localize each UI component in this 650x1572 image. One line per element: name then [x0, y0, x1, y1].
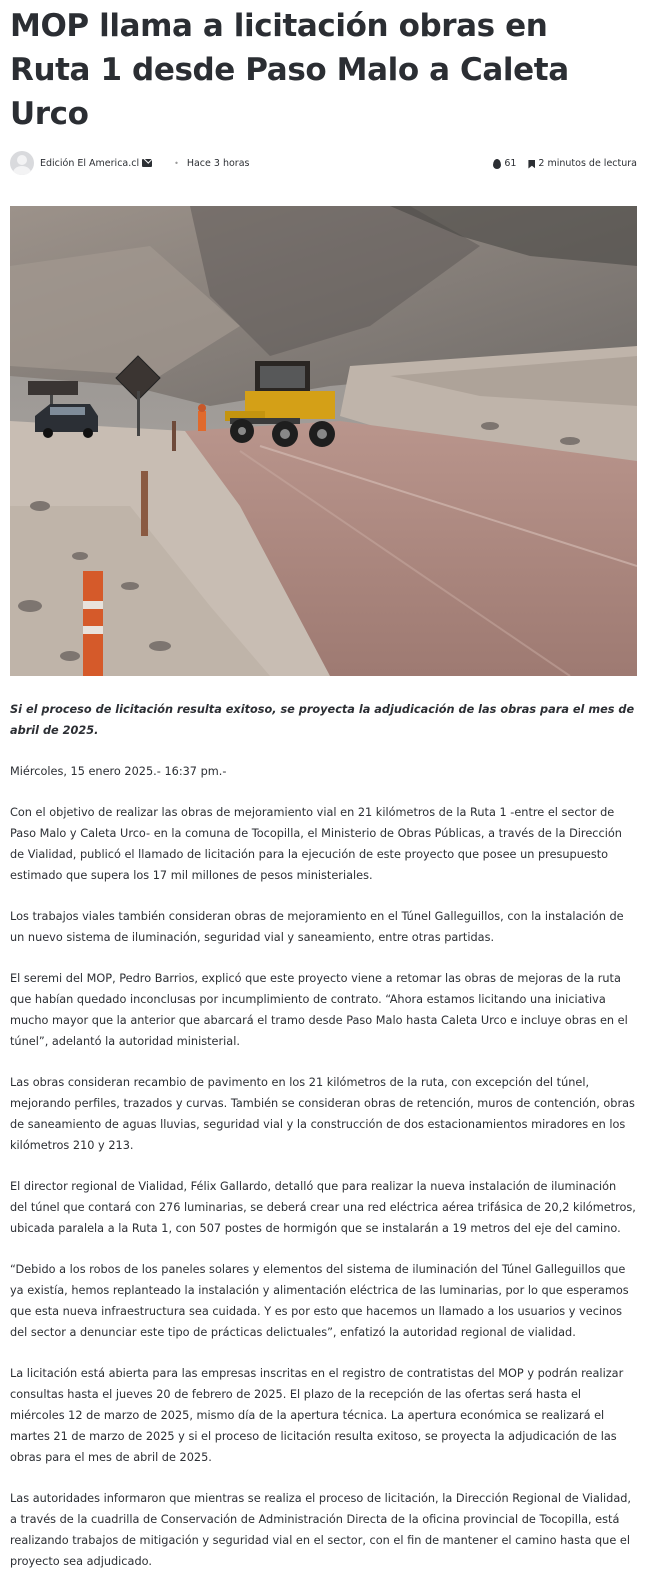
- author-link[interactable]: Edición El America.cl: [40, 157, 140, 169]
- article-body: [10, 699, 637, 1572]
- article-paragraph: “Debido a los robos de los paneles solares y elementos del sistema de iluminación del Túnel Galleguillos que ya existía, hemos replanteado la instalación y alimentación eléctrica de las luminarias, por lo que esperamos que esta nueva infraestructura sea cuidada. Y es por esto que hacemos un llamado a los usuarios y vecinos del sector a denunciar este tipo de prácticas delictuales”, enfatizó la autoridad regional de vialidad.: [10, 1263, 629, 1339]
- separator-dot: •: [174, 158, 179, 168]
- article-paragraph: Las autoridades informaron que mientras se realiza el proceso de licitación, la Dirección Regional de Vialidad, a través de la cuadrilla de Conservación de Administración Directa de la oficina provincial de Tocopilla, está realizando trabajos de mitigación y seguridad vial en el sector, con el fin de mantener el camino hasta que el proyecto sea adjudicado.: [10, 1492, 631, 1568]
- published-time: Hace 3 horas: [186, 157, 250, 169]
- view-count: 61: [504, 157, 517, 169]
- reading-time: 2 minutos de lectura: [538, 157, 637, 169]
- author-avatar[interactable]: [10, 151, 34, 175]
- article-paragraph: La licitación está abierta para las empresas inscritas en el registro de contratistas del MOP y podrán realizar consultas hasta el jueves 20 de febrero de 2025. El plazo de la recepción de las ofertas será hasta el miércoles 12 de marzo de 2025, mismo día de la apertura técnica. La apertura económica se realizará el martes 21 de marzo de 2025 y si el proceso de licitación resulta exitoso, se proyecta la adjudicación de las obras para el mes de abril de 2025.: [10, 1367, 624, 1464]
- article-lead: Si el proceso de licitación resulta exitoso, se proyecta la adjudicación de las obras para el mes de abril de 2025.: [10, 703, 635, 737]
- post-meta: [10, 150, 637, 176]
- bookmark-icon: [528, 160, 535, 169]
- article-paragraph: Las obras consideran recambio de pavimento en los 21 kilómetros de la ruta, con excepción del túnel, mejorando perfiles, trazados y curvas. También se consideran obras de retención, muros de contención, obras de saneamiento de aguas lluvias, seguridad vial y la construcción de dos estacionamientos miradores en los kilómetros 210 y 213.: [10, 1076, 635, 1152]
- article-paragraph: Miércoles, 15 enero 2025.- 16:37 pm.-: [10, 765, 227, 778]
- featured-image: [10, 206, 637, 676]
- article-paragraph: Con el objetivo de realizar las obras de mejoramiento vial en 21 kilómetros de la Ruta 1 -entre el sector de Paso Malo y Caleta Urco- en la comuna de Tocopilla, el Ministerio de Obras Públicas, a través de la Dirección de Vialidad, publicó el llamado de licitación para la ejecución de este proyecto que posee un presupuesto estimado que supera los 17 mil millones de pesos ministeriales.: [10, 806, 622, 882]
- article-title: MOP llama a licitación obras en Ruta 1 desde Paso Malo a Caleta Urco: [10, 8, 569, 132]
- article-paragraph: Los trabajos viales también consideran obras de mejoramiento en el Túnel Galleguillos, con la instalación de un nuevo sistema de iluminación, seguridad vial y saneamiento, entre otras partidas.: [10, 910, 624, 944]
- fire-icon: [493, 159, 501, 169]
- article-paragraph: El director regional de Vialidad, Félix Gallardo, detalló que para realizar la nueva instalación de iluminación del túnel que contará con 276 luminarias, se deberá crear una red eléctrica aérea trifásica de 20,2 kilómetros, ubicada paralela a la Ruta 1, con 507 postes de hormigón que se instalarán a 19 metros del eje del camino.: [10, 1180, 636, 1235]
- envelope-icon[interactable]: [142, 159, 152, 167]
- article-paragraph: El seremi del MOP, Pedro Barrios, explicó que este proyecto viene a retomar las obras de mejoras de la ruta que habían quedado inconclusas por incumplimiento de contrato. “Ahora estamos licitando una iniciativa mucho mayor que la anterior que abarcará el tramo desde Paso Malo hasta Caleta Urco e incluye obras en el túnel”, adelantó la autoridad ministerial.: [10, 972, 628, 1048]
